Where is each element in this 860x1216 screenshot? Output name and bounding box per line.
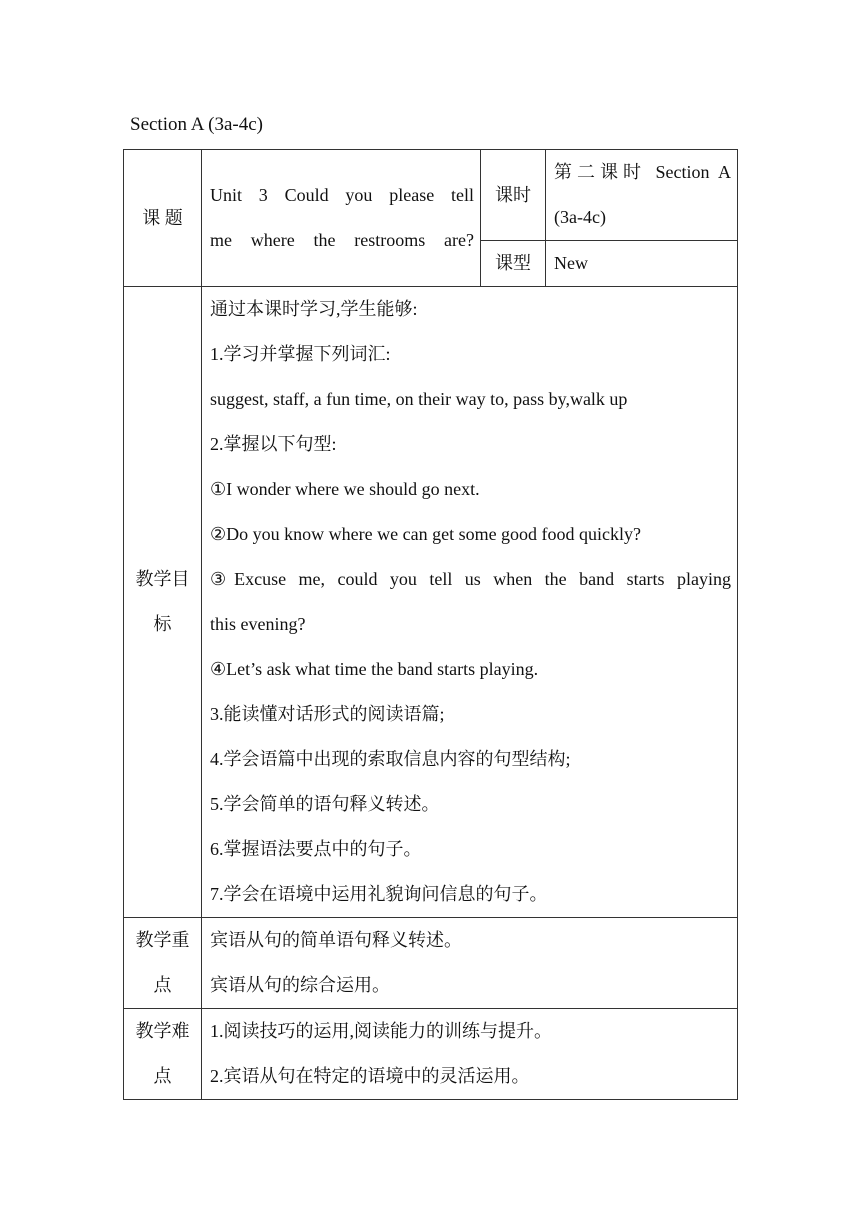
unit-title-line-2: me where the restrooms are?: [210, 230, 474, 250]
objective-line: suggest, staff, a fun time, on their way to, pass by,walk up: [210, 389, 628, 409]
difficulties-label-line-2: 点: [153, 1066, 172, 1086]
difficulties-label: [124, 1009, 202, 1100]
topic-label: 课 题: [124, 150, 202, 287]
section-heading: Section A (3a-4c): [130, 114, 263, 135]
type-value: New: [546, 241, 738, 287]
objectives-row: [124, 287, 738, 918]
period-value: [546, 150, 738, 241]
difficulty-line: 2.宾语从句在特定的语境中的灵活运用。: [210, 1066, 530, 1086]
lesson-plan-table: [123, 149, 738, 1100]
objectives-content: [202, 287, 738, 918]
objective-line: 2.掌握以下句型:: [210, 434, 337, 454]
key-point-line: 宾语从句的综合运用。: [210, 975, 390, 995]
objective-line: 5.学会简单的语句释义转述。: [210, 794, 440, 814]
unit-title: [202, 150, 481, 287]
objective-line: ③Excuse me, could you tell us when the band starts playing: [210, 569, 731, 589]
objective-line: 4.学会语篇中出现的索取信息内容的句型结构;: [210, 749, 571, 769]
period-value-line-2: (3a-4c): [554, 207, 606, 227]
objective-line: this evening?: [210, 614, 306, 634]
period-value-line-1: 第二课时 Section A: [554, 162, 731, 182]
key-point-line: 宾语从句的简单语句释义转述。: [210, 930, 462, 950]
objective-line: 1.学习并掌握下列词汇:: [210, 344, 391, 364]
difficulty-line: 1.阅读技巧的运用,阅读能力的训练与提升。: [210, 1021, 552, 1041]
difficulties-label-line-1: 教学难: [135, 1021, 190, 1041]
key-points-label-line-1: 教学重: [135, 930, 190, 950]
difficulties-row: [124, 1009, 738, 1100]
key-points-label-line-2: 点: [153, 975, 172, 995]
objective-line: ②Do you know where we can get some good food quickly?: [210, 524, 642, 544]
objectives-label: [124, 287, 202, 918]
objectives-label-line-2: 标: [153, 614, 172, 634]
objective-line: 7.学会在语境中运用礼貌询问信息的句子。: [210, 884, 548, 904]
period-label: 课时: [481, 150, 546, 241]
objective-line: 6.掌握语法要点中的句子。: [210, 839, 422, 859]
key-points-content: [202, 918, 738, 1009]
objective-line: ④Let’s ask what time the band starts playing.: [210, 659, 539, 679]
key-points-label: [124, 918, 202, 1009]
key-points-row: [124, 918, 738, 1009]
topic-row: [124, 150, 738, 241]
type-label: 课型: [481, 241, 546, 287]
objective-line: 通过本课时学习,学生能够:: [210, 299, 418, 319]
unit-title-line-1: Unit 3 Could you please tell: [210, 185, 474, 205]
difficulties-content: [202, 1009, 738, 1100]
objectives-label-line-1: 教学目: [135, 569, 190, 589]
objective-line: 3.能读懂对话形式的阅读语篇;: [210, 704, 445, 724]
objective-line: ①I wonder where we should go next.: [210, 479, 480, 499]
